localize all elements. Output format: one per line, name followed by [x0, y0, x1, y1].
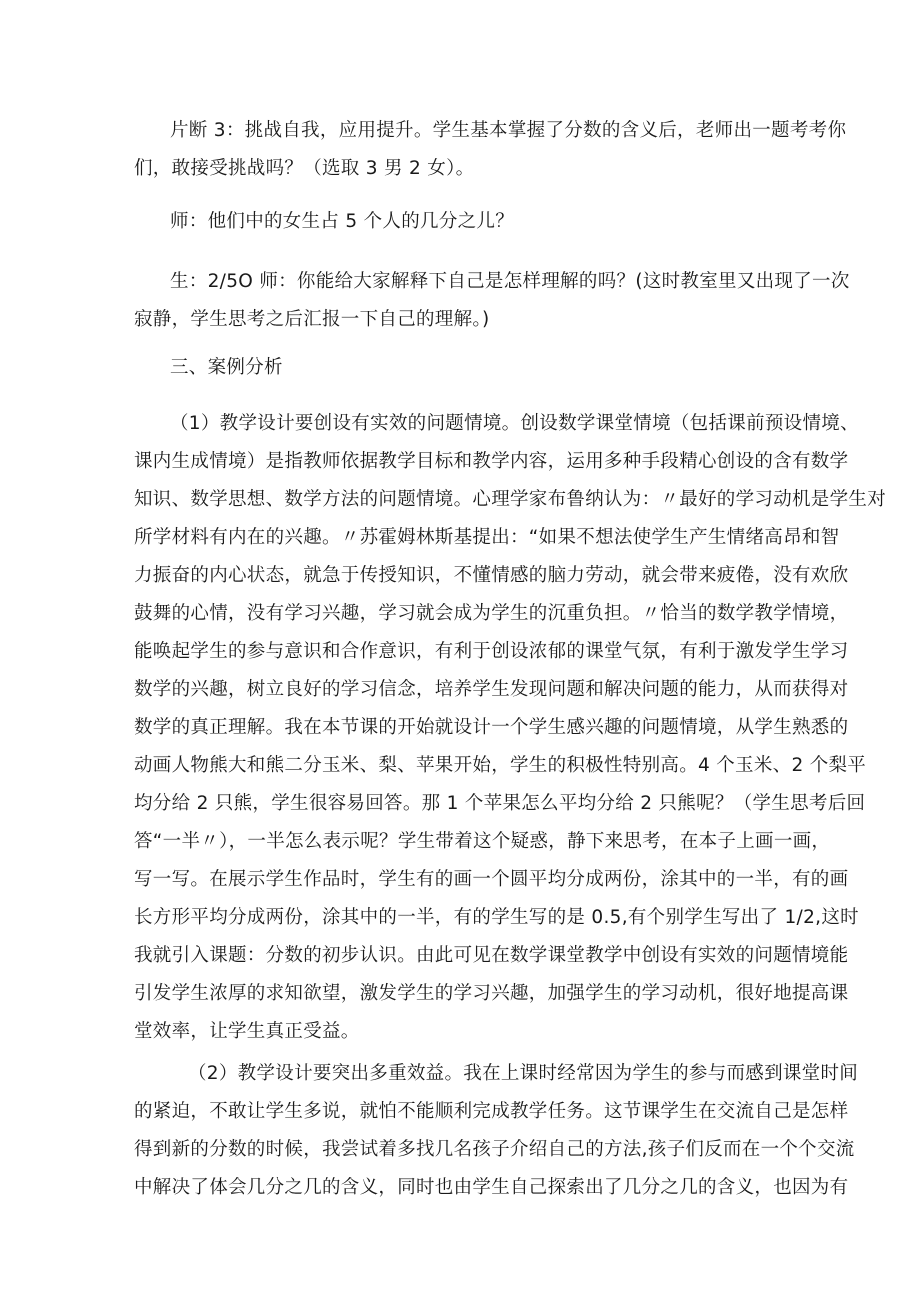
- fragment-3-paragraph: [134, 112, 847, 188]
- text-line: 得到新的分数的时候，我尝试着多找几名孩子介绍自己的方法,孩子们反而在一个个交流: [134, 1139, 855, 1160]
- text-line: 数学的真正理解。我在本节课的开始就设计一个学生感兴趣的问题情境，从学生熟悉的: [134, 717, 849, 738]
- text-line: 中解决了体会几分之几的含义，同时也由学生自己探索出了几分之几的含义，也因为有: [134, 1177, 849, 1198]
- analysis-paragraph-1: [134, 405, 887, 1051]
- text-line: 的紧迫，不敢让学生多说，就怕不能顺利完成教学任务。这节课学生在交流自己是怎样: [134, 1101, 849, 1122]
- text-line: 寂静，学生思考之后汇报一下自己的理解。): [134, 309, 490, 330]
- text-line: 课内生成情境）是指教师依据教学目标和教学内容，运用多种手段精心创设的含有数学: [134, 451, 849, 472]
- text-line: 生：2/5O 师：你能给大家解释下自己是怎样理解的吗？(这时教室里又出现了一次: [170, 271, 850, 292]
- text-line: 力振奋的内心状态，就急于传授知识，不懂情感的脑力劳动，就会带来疲倦，没有欢欣: [134, 565, 849, 586]
- text-line: 我就引入课题：分数的初步认识。由此可见在数学课堂教学中创设有实效的问题情境能: [134, 945, 849, 966]
- text-line: （1）教学设计要创设有实效的问题情境。创设数学课堂情境（包括课前预设情境、: [170, 413, 859, 434]
- text-line: 写一写。在展示学生作品时，学生有的画一个圆平均分成两份，涂其中的一半，有的画: [134, 869, 849, 890]
- text-line: 师：他们中的女生占 5 个人的几分之儿？: [170, 211, 515, 232]
- text-line: 鼓舞的心情，没有学习兴趣，学习就会成为学生的沉重负担。〃恰当的数学教学情境，: [134, 603, 849, 624]
- text-line: 片断 3：挑战自我，应用提升。学生基本掌握了分数的含义后，老师出一题考考你: [170, 120, 847, 141]
- text-line: 均分给 2 只熊，学生很容易回答。那 1 个苹果怎么平均分给 2 只熊呢？（学生思考后回: [134, 793, 866, 814]
- text-line: 所学材料有内在的兴趣。〃苏霍姆林斯基提出：“如果不想法使学生产生情绪高昂和智: [134, 527, 840, 548]
- teacher-question: [134, 203, 794, 241]
- text-line: 动画人物熊大和熊二分玉米、梨、苹果开始，学生的积极性特别高。4 个玉米、2 个梨平: [134, 755, 867, 776]
- text-line: 数学的兴趣，树立良好的学习信念，培养学生发现问题和解决问题的能力，从而获得对: [134, 679, 849, 700]
- text-line: 长方形平均分成两份，涂其中的一半，有的学生写的是 0.5,有个别学生写出了 1/2,这时: [134, 907, 859, 928]
- text-line: 答“一半〃），一半怎么表示呢？学生带着这个疑惑，静下来思考，在本子上画一画，: [134, 831, 831, 852]
- text-line: 们，敢接受挑战吗？（选取 3 男 2 女）。: [134, 158, 475, 179]
- analysis-paragraph-2: [134, 1055, 859, 1207]
- section-3-heading: 三、案例分析: [170, 357, 283, 378]
- student-answer-paragraph: [134, 263, 850, 339]
- text-line: 堂效率，让学生真正受益。: [134, 1021, 360, 1042]
- section-heading: [134, 349, 794, 387]
- text-line: （2）教学设计要突出多重效益。我在上课时经常因为学生的参与而感到课堂时间: [188, 1063, 859, 1084]
- text-line: 能唤起学生的参与意识和合作意识，有利于创设浓郁的课堂气氛，有利于激发学生学习: [134, 641, 849, 662]
- text-line: 引发学生浓厚的求知欲望，激发学生的学习兴趣，加强学生的学习动机，很好地提高课: [134, 983, 849, 1004]
- text-line: 知识、数学思想、数学方法的问题情境。心理学家布鲁纳认为：〃最好的学习动机是学生对: [134, 489, 887, 510]
